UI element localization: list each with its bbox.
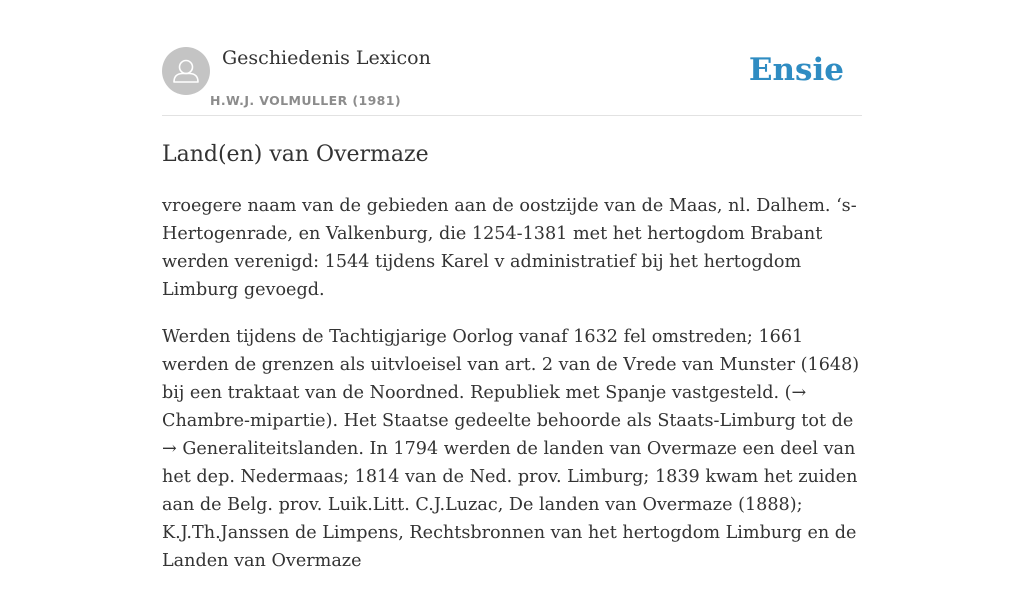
entry-paragraph: Werden tijdens de Tachtigjarige Oorlog vanaf 1632 fel omstreden; 1661 werden de grenzen als uitvloeisel van art. 2 van de Vrede van Munster (1648) bij een traktaat van de Noordned. Republiek met Spanje vastgesteld. (→ Chambre-mipartie). Het Staatse gedeelte behoorde als Staats-Limburg tot de → Generaliteitslanden. In 1794 werden de landen van Overmaze een deel van het dep. Nedermaas; 1814 van de Ned. prov. Limburg; 1839 kwam het zuiden aan de Belg. prov. Luik.Litt. C.J.Luzac, De landen van Overmaze (1888); K.J.Th.Janssen de Limpens, Rechtsbronnen van het hertogdom Limburg en de Landen van Overmaze: [162, 327, 860, 571]
article-container: [162, 0, 862, 571]
entry-title: Land(en) van Overmaze: [162, 142, 429, 167]
article-header: [162, 0, 862, 116]
entry-paragraph: vroegere naam van de gebieden aan de oostzijde van de Maas, nl. Dalhem. ‘s-Hertogenrade, en Valkenburg, die 1254-1381 met het hertogdom Brabant werden verenigd: 1544 tijdens Karel v administratief bij het hertogdom Limburg gevoegd.: [162, 196, 857, 300]
author-credit[interactable]: H.W.J. VOLMULLER (1981): [210, 93, 401, 108]
brand-logo[interactable]: Ensie: [748, 52, 844, 88]
entry-body: [162, 192, 862, 594]
author-avatar[interactable]: [162, 47, 210, 95]
user-silhouette-icon: [162, 47, 210, 95]
lexicon-title-link[interactable]: Geschiedenis Lexicon: [222, 47, 431, 69]
